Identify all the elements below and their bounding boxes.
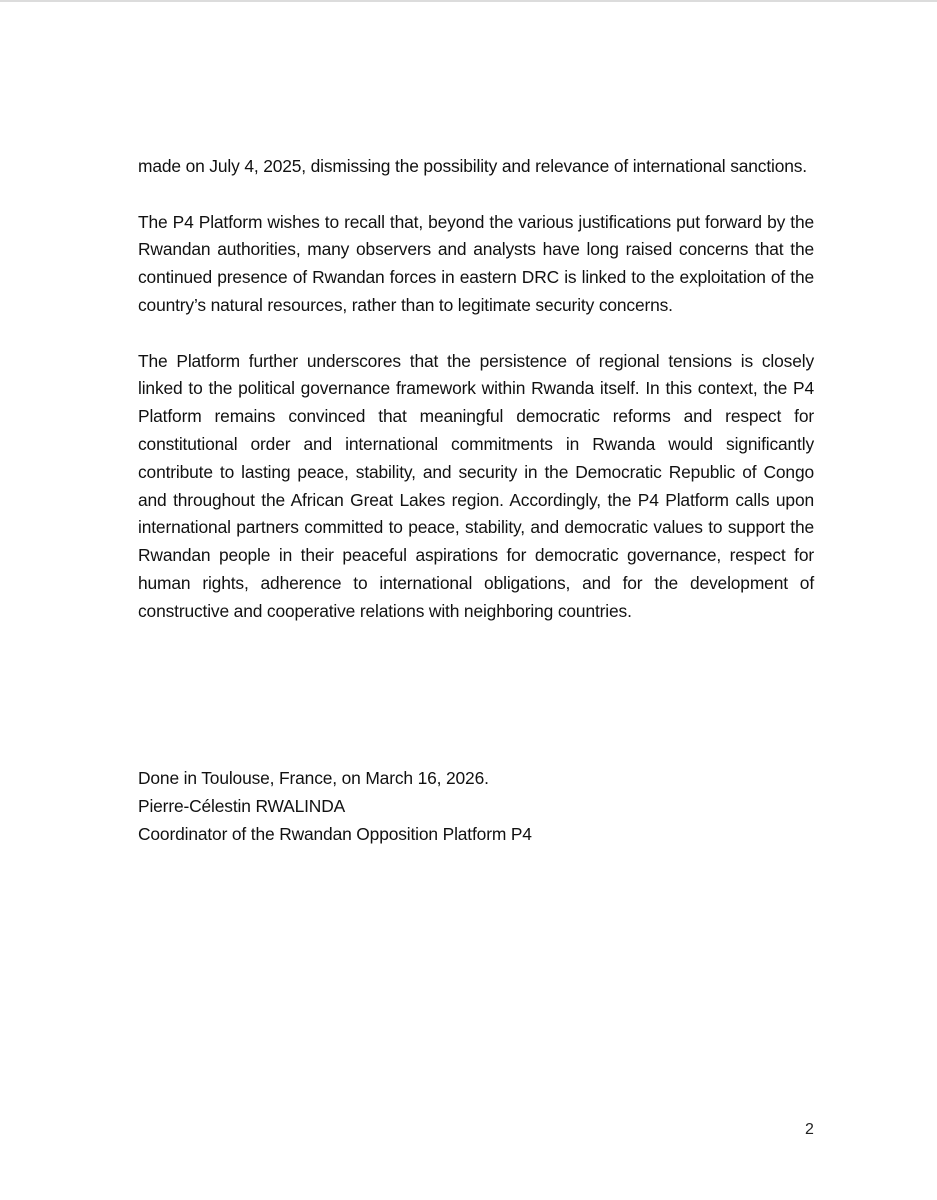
signature-block bbox=[138, 765, 532, 848]
signatory-title: Coordinator of the Rwandan Opposition Platform P4 bbox=[138, 823, 532, 844]
paragraph-sanctions: made on July 4, 2025, dismissing the possibility and relevance of international sanctions. bbox=[138, 156, 807, 176]
signatory-name: Pierre-Célestin RWALINDA bbox=[138, 795, 346, 816]
paragraph-governance: The Platform further underscores that the persistence of regional tensions is closely linked to the political governance framework within Rwanda itself. In this context, the P4 Platform remains convinced that meaningful democratic reforms and respect for constitutional order and international commitments in Rwanda would significantly contribute to lasting peace, stability, and security in the Democratic Republic of Congo and throughout the African Great Lakes region. Accordingly, the P4 Platform calls upon international partners committed to peace, stability, and democratic values to support the Rwandan people in their peaceful aspirations for democratic governance, respect for human rights, adherence to international obligations, and for the development of constructive and cooperative relations with neighboring countries. bbox=[138, 350, 814, 621]
paragraph-natural-resources: The P4 Platform wishes to recall that, beyond the various justifications put forward by the Rwandan authorities, many observers and analysts have long raised concerns that the continued presence of Rwandan forces in eastern DRC is linked to the exploitation of the country’s natural resources, rather than to legitimate security concerns. bbox=[138, 211, 814, 315]
page-number: 2 bbox=[805, 1121, 814, 1138]
place-and-date: Done in Toulouse, France, on March 16, 2026. bbox=[138, 768, 489, 788]
page-top-edge bbox=[0, 0, 937, 2]
document-body bbox=[138, 153, 814, 626]
